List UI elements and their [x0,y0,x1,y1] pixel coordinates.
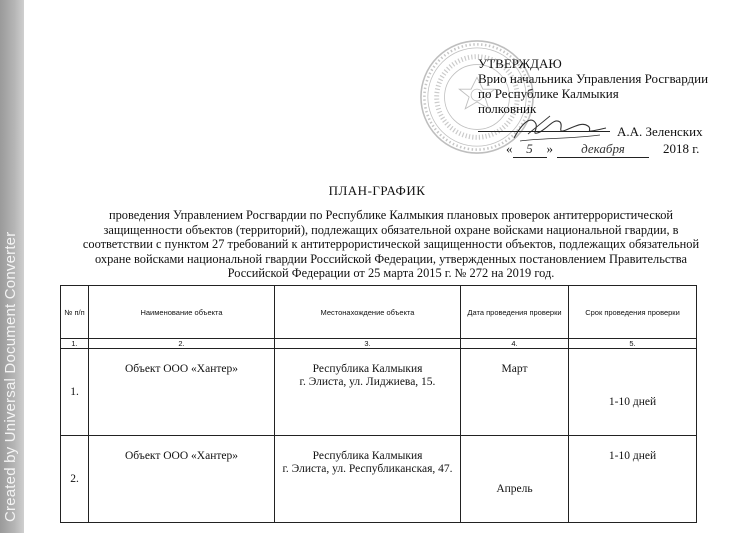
table-row [61,349,697,436]
inspection-schedule-table [60,285,697,523]
location-address: г. Элиста, ул. Лиджиева, 15. [299,376,436,388]
approval-position: Врио начальника Управления Росгвардии [478,71,709,86]
inspection-duration: 1-10 дней [569,349,697,436]
inspection-date: Март [461,349,569,436]
approval-rank: полковник [478,101,537,116]
header-inspection-duration: Срок проведения проверки [569,286,697,339]
date-open-quote: « [506,141,513,156]
side-watermark-text: Created by Universal Document Converter [2,231,19,522]
signer-name: А.А. Зеленских [617,124,703,139]
object-name: Объект ООО «Хантер» [89,436,275,523]
approval-date [506,141,699,158]
location-region: Республика Калмыкия [312,450,423,462]
inspection-date: Апрель [461,436,569,523]
column-number: 5. [569,339,697,349]
header-inspection-date: Дата проведения проверки [461,286,569,339]
date-month: декабря [557,141,649,158]
header-number: № п/п [61,286,89,339]
location-region: Республика Калмыкия [312,363,423,375]
signature-line [478,131,610,132]
table-row [61,436,697,523]
approval-region: по Республике Калмыкия [478,86,619,101]
date-close-quote: » [546,141,553,156]
date-day: 5 [513,141,547,158]
column-number: 2. [89,339,275,349]
document-title: ПЛАН-ГРАФИК [328,183,426,198]
header-object-name: Наименование объекта [89,286,275,339]
column-number: 3. [275,339,461,349]
column-number: 1. [61,339,89,349]
date-year: 2018 г. [663,141,700,156]
approval-block [478,56,708,116]
inspection-duration: 1-10 дней [569,436,697,523]
table-header-row [61,286,697,339]
header-location: Местонахождение объекта [275,286,461,339]
row-number: 1. [61,349,89,436]
document-description: проведения Управлением Росгвардии по Республике Калмыкия плановых проверок антитеррористической защищенности объектов (территорий), подлежащих обязательной охране войсками национальной гвардии, в соответствии с пунктом 27 требований к антитеррористической защищенности объектов, подлежащих обязательной охране войсками национальной гвардии Российской Федерации, утвержденных постановлением Правительства Российской Федерации от 25 марта 2015 г. № 272 на 2019 год. [82,208,700,281]
side-watermark-band [0,0,24,533]
location-address: г. Элиста, ул. Республиканская, 47. [282,463,453,475]
approval-heading: УТВЕРЖДАЮ [478,56,562,71]
object-location [275,349,461,436]
object-name: Объект ООО «Хантер» [89,349,275,436]
object-location [275,436,461,523]
table-column-numbers-row [61,339,697,349]
column-number: 4. [461,339,569,349]
row-number: 2. [61,436,89,523]
